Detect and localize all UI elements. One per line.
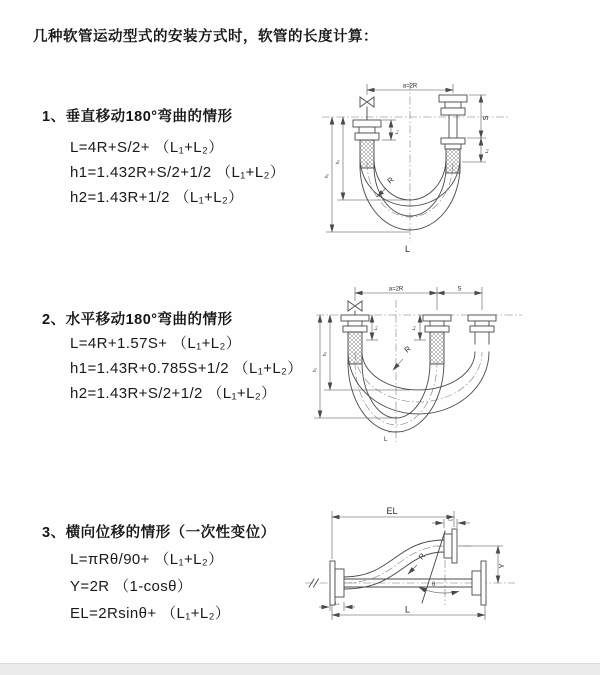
left-flange xyxy=(330,561,344,605)
dim-label-l2: L₂ xyxy=(485,148,490,154)
upper-right-flange xyxy=(444,529,457,563)
dimension-lines xyxy=(326,84,486,232)
diagram-horizontal-180-u-bend xyxy=(310,282,595,454)
formula-line: h1=1.432R+S/2+1/2 （L₁+L₂） xyxy=(70,164,286,181)
right-pipe-flange xyxy=(439,95,467,173)
dimension-lines xyxy=(314,287,482,418)
dim-label-s: S xyxy=(457,286,462,293)
dim-label-l2: L₂ xyxy=(448,517,453,523)
formula-line: L=4R+S/2+ （L₁+L₂） xyxy=(70,139,224,156)
formula-line: h1=1.43R+0.785S+1/2 （L₁+L₂） xyxy=(70,360,303,377)
section-2-formulas xyxy=(70,331,303,406)
section-1-formulas xyxy=(70,135,285,210)
section-2-heading: 2、水平移动180°弯曲的情形 xyxy=(42,312,233,328)
dim-label-span: a=2R xyxy=(402,83,418,90)
dim-label-r: R xyxy=(402,344,413,355)
dim-label-l: L xyxy=(405,244,411,254)
dim-label-h2: h₂ xyxy=(336,159,341,165)
lower-right-flange xyxy=(472,561,486,605)
dim-label-r: R xyxy=(416,551,428,562)
formula-line: h2=1.43R+1/2 （L₁+L₂） xyxy=(70,189,244,206)
valve-icon xyxy=(348,301,362,311)
dim-label-theta: θ xyxy=(432,582,436,588)
page-title: 几种软管运动型式的安装方式时，软管的长度计算： xyxy=(33,29,378,45)
dim-label-h1: h₁ xyxy=(325,173,330,179)
dimension-lines xyxy=(319,511,503,620)
section-1-heading: 1、垂直移动180°弯曲的情形 xyxy=(42,109,233,125)
dim-label-l1: L₁ xyxy=(334,601,340,607)
dim-label-span: a=2R xyxy=(388,286,404,293)
valve-icon xyxy=(360,97,374,107)
hose-arcs xyxy=(348,352,489,432)
dim-label-l: L xyxy=(405,604,411,615)
pipe-flanges xyxy=(341,315,496,364)
section-3-heading: 3、横向位移的情形（一次性变位） xyxy=(42,525,276,541)
dim-label-el: EL xyxy=(386,506,398,516)
page-edge xyxy=(0,663,600,675)
dim-label-h2: h₂ xyxy=(323,351,328,357)
dim-label-l1: L₁ xyxy=(395,129,400,135)
formula-line: L=πRθ/90+ （L₁+L₂） xyxy=(70,551,224,568)
left-pipe-flange xyxy=(353,120,381,168)
diagram-vertical-180-u-bend xyxy=(312,76,597,256)
dim-label-s: S xyxy=(481,115,490,121)
dim-label-l: L xyxy=(384,437,388,443)
dim-label-l1: L₁ xyxy=(374,325,379,331)
diagram-lateral-displacement xyxy=(300,503,600,645)
dim-label-r: R xyxy=(385,175,396,186)
formula-line: h2=1.43R+S/2+1/2 （L₁+L₂） xyxy=(70,385,277,402)
dim-label-l2: L₂ xyxy=(412,325,417,331)
formula-line: EL=2Rsinθ+ （L₁+L₂） xyxy=(70,605,231,622)
dim-label-y: Y xyxy=(497,563,506,569)
dim-label-h1: h₁ xyxy=(313,367,318,373)
section-3-formulas xyxy=(70,546,230,627)
formula-line: Y=2R （1-cosθ） xyxy=(70,578,193,595)
formula-line: L=4R+1.57S+ （L₁+L₂） xyxy=(70,335,242,352)
